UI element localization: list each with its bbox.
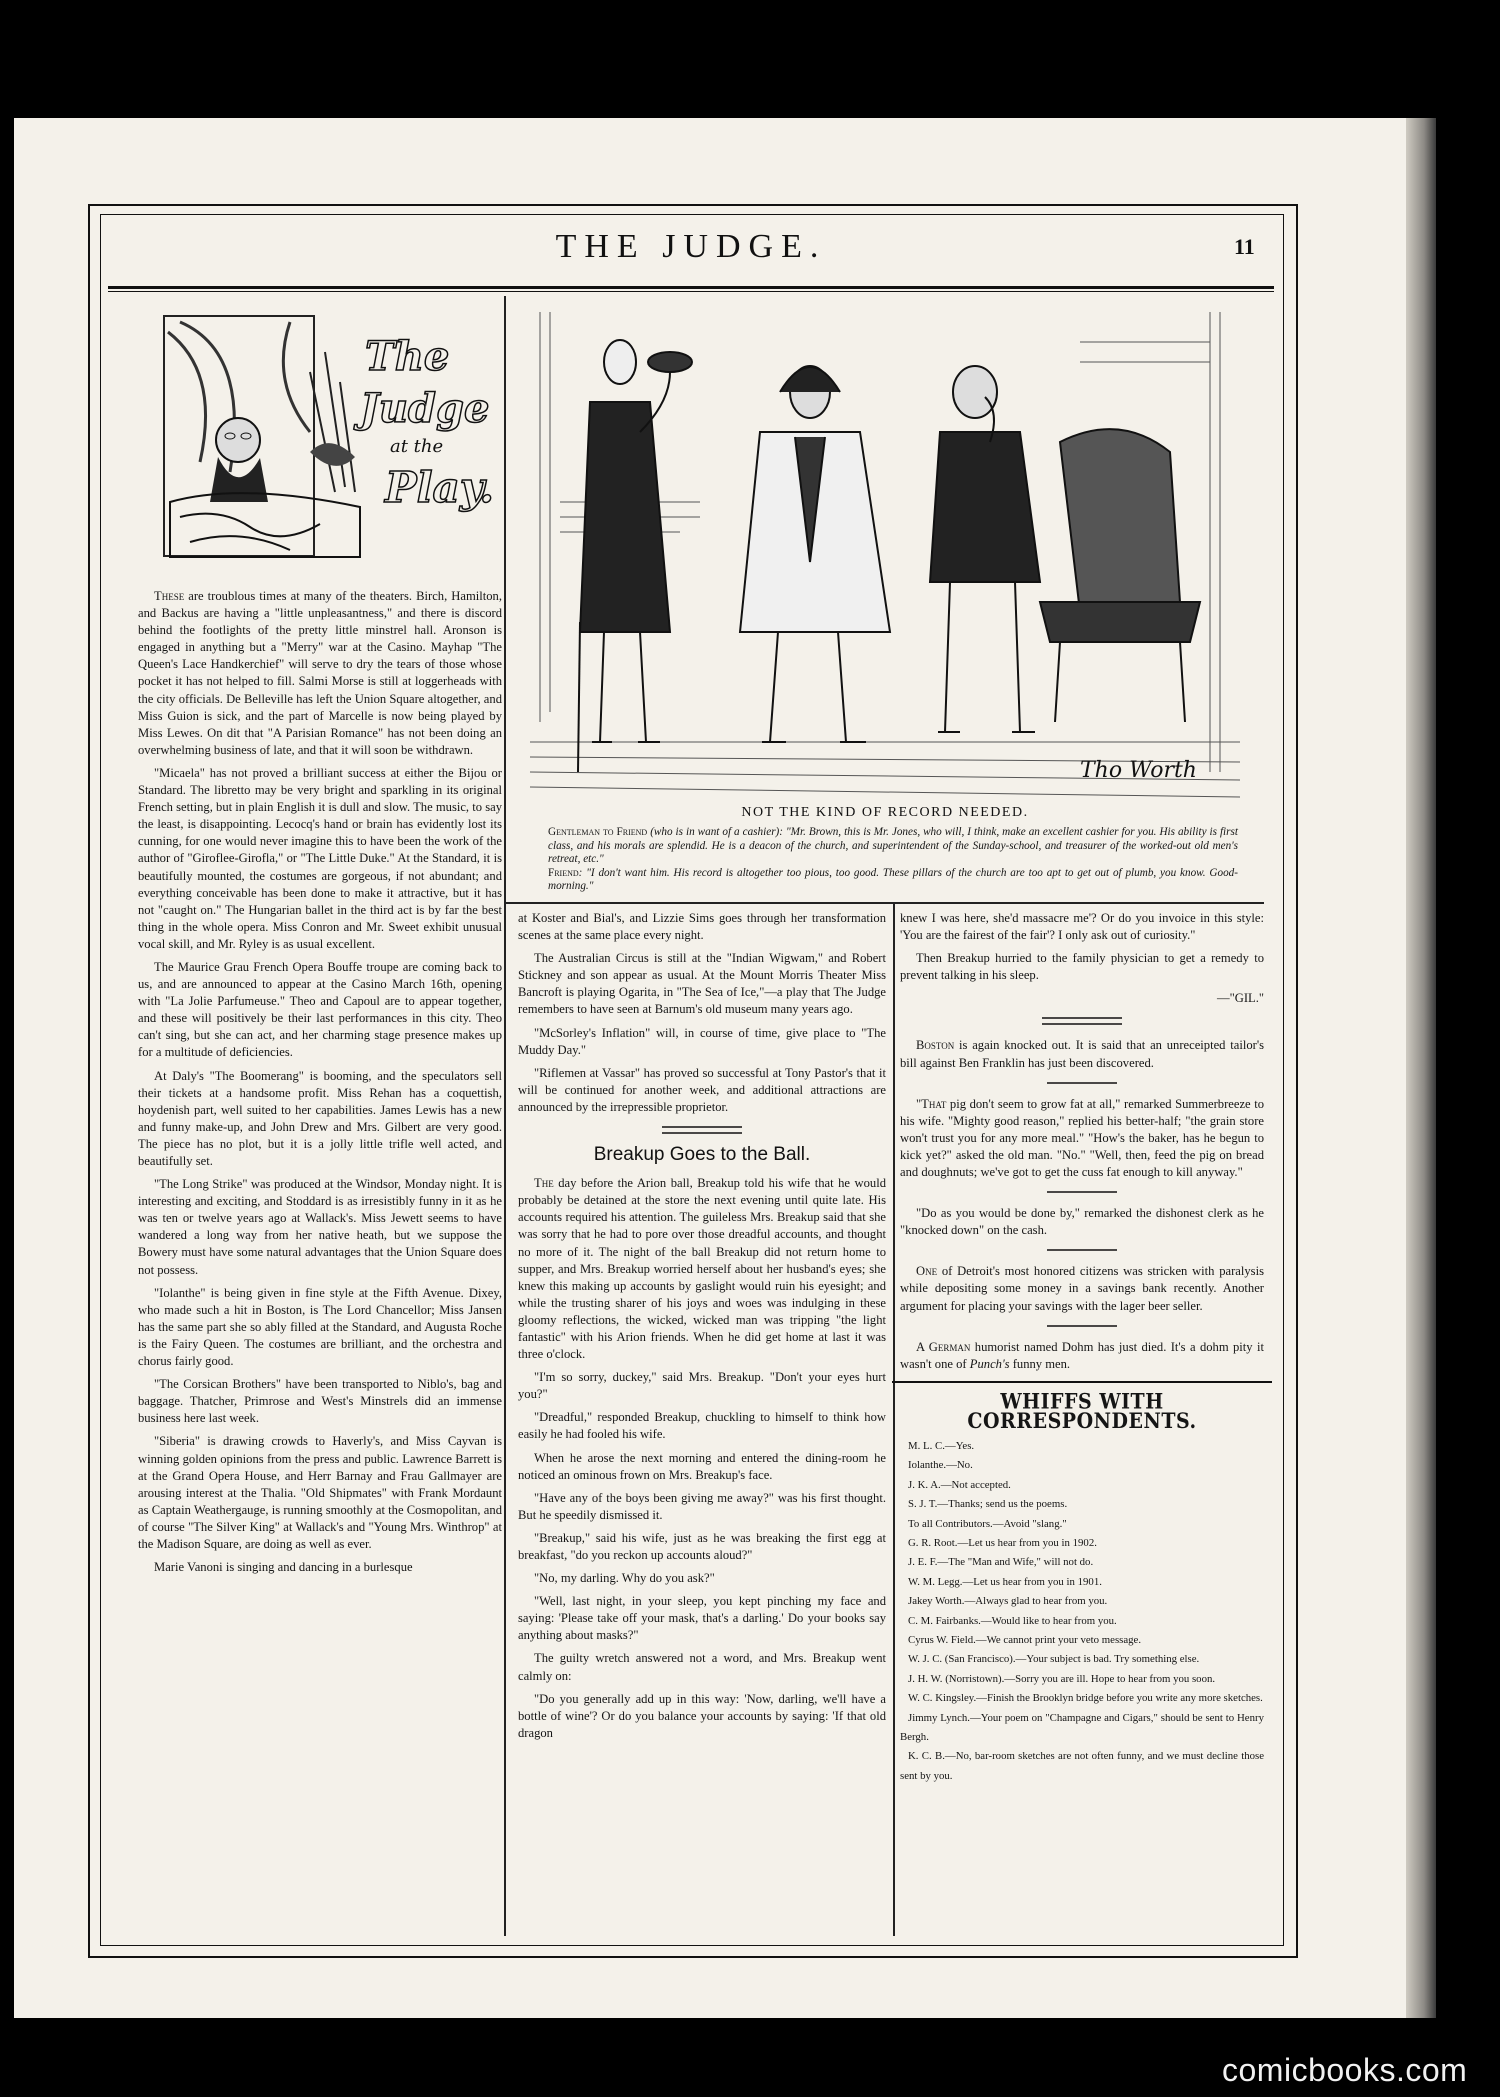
artist-signature: Tho Worth — [1080, 758, 1197, 783]
cartoon-caption: Gentleman to Friend (who is in want of a cashier): "Mr. Brown, this is Mr. Jones, who will, I think, make an excellent cashier for you. His ability is first class, and his morals are splendid. He is a deacon of the church, and superintendent of the Sunday-school, and treasurer of the worked-out old men's retreat, etc." Friend: "I don't want him. His record is altogether too pious, too good. These pillars of the church are too apt to get out of plumb, you know. Good-morning." — [548, 826, 1238, 893]
svg-text:The: The — [365, 333, 450, 380]
list-item: J. H. W. (Norristown).—Sorry you are ill. Hope to hear from you soon. — [908, 1672, 1216, 1685]
masthead-rule — [108, 286, 1274, 292]
divider-rule — [1047, 1080, 1117, 1086]
page-edge — [1406, 118, 1436, 2018]
list-item: Jakey Worth.—Always glad to hear from you. — [908, 1595, 1108, 1608]
watermark: comicbooks.com — [1222, 2052, 1468, 2088]
column-theater-news: These are troublous times at many of the theaters. Birch, Hamilton, and Backus are having a "little unpleasantness," and there is discord behind the footlights of the pretty little minstrel hall. Aronson is engaged in anything but a "Merry" war at the Casino. Mayhap "The Queen's Lace Handkerchief" will serve to dry the tears of those whose pocket it has not helped to fill. Salmi Morse is still at loggerheads with the city officials. De Belleville has left the Union Square altogether, and Miss Guion is sick, and the part of Marcelle is now being played by Miss Lewes. On dit that "A Parisian Romance" has not been doing an overwhelming business of late, and that it will soon be withdrawn. "Micaela" has not proved a brilliant success at either the Bijou or Standard. The libretto may be very bright and sparkling in its original French setting, but in plain English it is dull and slow. The music, to say the least, is disappointing. Lecocq's hand or brain has evidently lost its cunning, for one would never imagine this to have been the work of the author of "Giroflee-Girofla," or "The Little Duke." At the Standard, it is beautifully mounted, the costumes are gorgeous, if not abundant; and everything conceivable has been done to make it attractive, but it has not "caught on." The Hungarian ballet in the third act is by far the best thing in the whole opera. Miss Conron and Mr. Sweet exhibit unusual vocal skill, and Mr. Ryley is as usual excellent. The Maurice Grau French Opera Bouffe troupe are coming back to us, and are announced to appear at the Casino March 16th, opening with "La Jolie Parfumeuse." Theo and Capoul are to appear together, and these will positively be their last performances in this city. Theo can't sing, but she can act, and her charming stage presence makes up for a multitude of deficiencies. At Daly's "The Boomerang" is booming, and the speculators sell their tickets at a handsome profit. Miss Rehan has a coquettish, hoydenish part, well suited to her capabilities. James Lewis has a new and funny make-up, and John Drew and Mrs. Gilbert are very good. The piece has no plot, but it is a jolly little trifle well acted, and beautifully set. "The Long Strike" was produced at the Windsor, Monday night. It is interesting and exciting, and Stoddard is as irresistibly funny in it as he was ten or twelve years ago at Wallack's. Miss Jewett seems to have wandered a long way from her native heath, but we suppose the Bowery must have some natural advantages that the Union Square does not possess. "Iolanthe" is being given in fine style at the Fifth Avenue. Dixey, who made such a hit in Boston, is The Lord Chancellor; Miss Jansen has the same part she so ably filled at the Standard, and Augusta Roche is the Fairy Queen. The costumes are brilliant, and the orchestra and chorus fairly good. "The Corsican Brothers" have been transported to Niblo's, bag and baggage. Thatcher, Primrose and West's Minstrels did an immense business here last week. "Siberia" is drawing crowds to Haverly's, and Miss Cayvan is winning golden opinions from the press and public. Lawrence Barrett is at the Grand Opera House, and Herr Barnay and Frau Gallmayer are arousing interest at the Thalia. "Old Shipmates" with Frank Mordaunt as Captain Weathergauge, is running smoothly at the Cosmopolitan, and of course "The Silver King" at Wallack's and "Young Mrs. Winthrop" at the Madison Square, are doing as well as ever. Marie Vanoni is singing and dancing in a burlesque — [138, 589, 502, 1575]
svg-text:Judge: Judge — [360, 385, 490, 432]
column-rule-left — [504, 296, 506, 1936]
masthead: THE JUDGE. — [555, 228, 827, 265]
whiffs-heading: WHIFFS WITH CORRESPONDENTS. — [967, 1388, 1197, 1434]
list-item: J. K. A.—Not accepted. — [908, 1478, 1011, 1491]
judge-at-the-play-illustration — [160, 312, 494, 562]
list-item: C. M. Fairbanks.—Would like to hear from you. — [908, 1614, 1117, 1627]
svg-text:at the: at the — [390, 436, 444, 457]
record-cartoon-illustration — [520, 302, 1250, 802]
svg-text:Play.: Play. — [385, 463, 494, 512]
list-item: Jimmy Lynch.—Your poem on "Champagne and Cigars," should be sent to Henry Bergh. — [900, 1711, 1264, 1744]
column-jokes: knew I was here, she'd massacre me'? Or do you invoice in this style: 'You are the fairest of the fair'? I only ask out of curiosity." Then Breakup hurried to the family physician to get a remedy to prevent talking in his sleep. —"GIL." Boston is again knocked out. It is said that an unreceipted tailor's bill against Ben Franklin has just been discovered. "That pig don't seem to grow fat at all," remarked Summerbreeze to his wife. "Mighty good reason," replied his better-half; "the grain store won't trust you for any more meal." "How's the baker, has he begun to kick yet?" asked the old man. "No." "Well, then, feed the pig on bread and doughnuts; we've got to get the cuss fat enough to kill anyway." "Do as you would be done by," remarked the dishonest clerk as he "knocked down" on the cash. One of Detroit's most honored citizens was stricken with paralysis while depositing some money in a savings bank recently. Another argument for placing your savings with the lager beer seller. A German humorist named Dohm has just died. It's a dohm pity it wasn't one of Punch's funny men. WHIFFS WITH CORRESPONDENTS. M. L. C.—Yes. Iolanthe.—No. J. K. A.—Not accepted. S. J. T.—Thanks; send us the poems. To all Contributors.—Avoid "slang." G. R. Root.—Let us hear from you in 1902. J. E. F.—The "Man and Wife," will not do. W. M. Legg.—Let us hear from you in 1901. Jakey Worth.—Always glad to hear from you. C. M. Fairbanks.—Would like to hear from you. Cyrus W. Field.—We cannot print your veto message. W. J. C. (San Francisco).—Your subject is bad. Try something else. J. H. W. (Norristown).—Sorry you are ill. Hope to hear from you soon. W. C. Kingsley.—Finish the Brooklyn bridge before you write any more sketches. Jimmy Lynch.—Your poem on "Champagne and Cigars," should be sent to Henry Bergh. K. C. B.—No, bar-room sketches are not often funny, and we must decline those sent by you. — [900, 910, 1264, 1786]
divider-rule — [1047, 1247, 1117, 1253]
caption-rule — [504, 902, 1264, 904]
list-item: W. C. Kingsley.—Finish the Brooklyn bridge before you write any more sketches. — [908, 1692, 1263, 1705]
list-item: J. E. F.—The "Man and Wife," will not do. — [908, 1556, 1094, 1569]
divider-rule — [1047, 1323, 1117, 1329]
divider-rule — [1047, 1189, 1117, 1195]
cartoon-caption-title: NOT THE KIND OF RECORD NEEDED. — [741, 805, 1029, 820]
author-signature: —"GIL." — [1216, 991, 1264, 1006]
correspondents-list — [900, 1437, 1264, 1786]
page-number: 11 — [1234, 234, 1255, 259]
list-item: K. C. B.—No, bar-room sketches are not often funny, and we must decline those sent by you. — [900, 1750, 1264, 1782]
section-divider — [662, 1124, 742, 1136]
section-divider — [1042, 1015, 1122, 1027]
list-item: W. J. C. (San Francisco).—Your subject is bad. Try something else. — [908, 1653, 1200, 1666]
list-item: To all Contributors.—Avoid "slang." — [908, 1517, 1067, 1530]
column-breakup-story: at Koster and Bial's, and Lizzie Sims goes through her transformation scenes at the same place every night. The Australian Circus is still at the "Indian Wigwam," and Robert Stickney and son appear as usual. At the Mount Morris Theater Miss Bancroft is playing Ogarita, in "The Sea of Ice,"—a play that The Judge remembers to have seen at Barnum's old museum many years ago. "McSorley's Inflation" will, in course of time, give place to "The Muddy Day." "Riflemen at Vassar" has proved so successful at Tony Pastor's that it will be continued for another week, and additional attractions are announced by the irrepressible proprietor. Breakup Goes to the Ball. The day before the Arion ball, Breakup told his wife that he would probably be detained at the store the next evening until quite late. His accounts required his attention. The guileless Mrs. Breakup said that she was sorry that he had to pore over those dreadful accounts, and thought no more of it. The night of the ball Breakup did not return home to supper, and Mrs. Breakup worried herself about her husband's eyes; she knew this making up accounts by gaslight would ruin his eyesight; and while the trusting sharer of his joys and woes was indulging in these gloomy reflections, the wicked, wicked man was tripping "the light fantastic" with his Arion friends. When he did get home at last it was three o'clock. "I'm so sorry, duckey," said Mrs. Breakup. "Don't your eyes hurt you?" "Dreadful," responded Breakup, chuckling to himself to think how easily he had fooled his wife. When he arose the next morning and entered the dining-room he noticed an ominous frown on Mrs. Breakup's face. "Have any of the boys been giving me away?" was his first thought. But he speedily dismissed it. "Breakup," said his wife, just as he was breaking the first egg at breakfast, "do you reckon up accounts aloud?" "No, my darling. Why do you ask?" "Well, last night, in your sleep, you kept pinching my face and saying: 'Please take off your mask, that's a darling.' Do your books say anything about masks?" The guilty wretch answered not a word, and Mrs. Breakup went calmly on: "Do you generally add up in this way: 'Now, darling, we'll have a bottle of wine'? Or do you balance your accounts by saying: 'If that old dragon — [518, 911, 886, 1740]
story-title: Breakup Goes to the Ball. — [593, 1144, 811, 1166]
list-item: S. J. T.—Thanks; send us the poems. — [908, 1498, 1068, 1511]
whiffs-rule — [892, 1381, 1272, 1383]
column-rule-right — [893, 904, 895, 1936]
list-item: Cyrus W. Field.—We cannot print your veto message. — [908, 1634, 1142, 1647]
list-item: Iolanthe.—No. — [908, 1459, 973, 1472]
list-item: G. R. Root.—Let us hear from you in 1902. — [908, 1537, 1097, 1549]
list-item: M. L. C.—Yes. — [908, 1439, 975, 1452]
list-item: W. M. Legg.—Let us hear from you in 1901. — [908, 1575, 1102, 1588]
